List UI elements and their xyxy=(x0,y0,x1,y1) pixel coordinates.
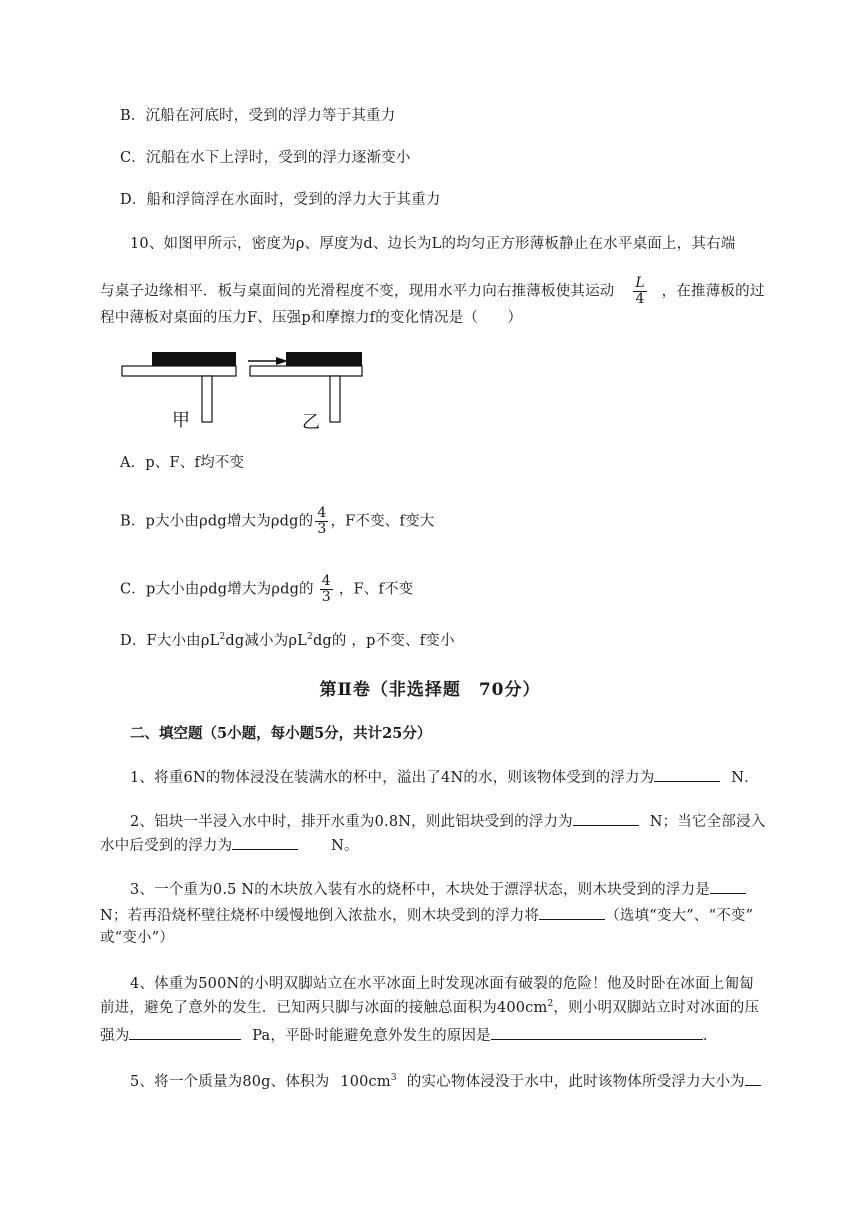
plate-left xyxy=(152,352,236,366)
q10-line2-text-b: ，在推薄板的过 xyxy=(661,283,765,300)
table-top-left xyxy=(122,366,236,376)
figure-label-left: 甲 xyxy=(172,410,190,431)
section-title: 第Ⅱ卷（非选择题 70分） xyxy=(319,680,541,700)
fill-q1 xyxy=(130,766,759,788)
fill-q1-blank[interactable] xyxy=(654,766,720,782)
option-c-prev: C．沉船在水下上浮时，受到的浮力逐渐变小 xyxy=(120,150,411,166)
fill-q3-blank1[interactable] xyxy=(710,878,746,894)
fill-q5-text-a: 5、将一个质量为80g、体积为 xyxy=(130,1074,330,1090)
fill-q2-text-b: N；当它全部浸入 xyxy=(649,814,766,830)
option-b-prev: B．沉船在河底时，受到的浮力等于其重力 xyxy=(120,108,396,124)
figure-label-right: 乙 xyxy=(302,412,320,433)
q10-option-c-pre: C．p大小由ρdg增大为ρdg的 xyxy=(120,581,314,598)
q10-fraction xyxy=(633,276,647,307)
q10-figure xyxy=(116,346,366,436)
fill-q3-text-a: 3、一个重为0.5 N的木块放入装有水的烧杯中，木块处于漂浮状态，则木块受到的浮力是 xyxy=(130,882,710,898)
fill-q5-blank[interactable] xyxy=(745,1070,761,1086)
q10-line2-text-a: 与桌子边缘相平．板与桌面间的光滑程度不变，现用水平力向右推薄板使其运动 xyxy=(100,283,615,300)
fill-q1-text: 1、将重6N的物体浸没在装满水的杯中，溢出了4N的水，则该物体受到的浮力为 xyxy=(130,770,655,786)
plate-right xyxy=(286,352,362,366)
fill-q5-volume xyxy=(340,1074,396,1090)
q10-option-b xyxy=(120,506,434,537)
fill-q3-line2 xyxy=(100,904,753,926)
fill-q4-line2 xyxy=(100,998,759,1018)
q10-option-d-sup2: 2 xyxy=(307,632,313,643)
fill-q4-text-d: 强为 xyxy=(100,1028,130,1044)
q10-fraction-num: L xyxy=(635,275,645,291)
fill-q2-line1 xyxy=(130,810,765,832)
fill-q4-text-c: ，则小明双脚站立时对冰面的压 xyxy=(553,1000,760,1016)
fill-q4-sup: 2 xyxy=(547,999,554,1010)
q10-option-c-den: 3 xyxy=(321,589,331,605)
section-subtitle: 二、填空题（5小题，每小题5分，共计25分） xyxy=(130,725,432,742)
fill-q2-text-a: 2、铝块一半浸入水中时，排开水重为0.8N，则此铝块受到的浮力为 xyxy=(130,814,573,830)
q10-option-c-num: 4 xyxy=(321,573,331,589)
q10-option-c-post: ，F、f不变 xyxy=(338,581,414,598)
table-leg-right xyxy=(330,376,340,422)
q10-option-c-fraction xyxy=(320,574,333,605)
fill-q3-line3: 或“变小”） xyxy=(100,930,175,946)
fill-q5-volume-value: 100cm xyxy=(340,1074,391,1090)
table-leg-left xyxy=(202,376,212,422)
fill-q3-text-b: N；若再沿烧杯壁往烧杯中缓慢地倒入浓盐水，则木块受到的浮力将 xyxy=(100,908,540,924)
fill-q5-text-b: 的实心物体浸没于水中，此时该物体所受浮力大小为 xyxy=(406,1074,745,1090)
q10-option-b-post: ，F不变、f变大 xyxy=(330,513,435,530)
fill-q5-line1 xyxy=(130,1070,761,1092)
fill-q2-text-c: 水中后受到的浮力为 xyxy=(100,838,233,854)
fill-q4-blank1[interactable] xyxy=(129,1024,241,1040)
fill-q4-text-e: Pa，平卧时能避免意外发生的原因是 xyxy=(252,1028,491,1044)
fill-q4-blank2[interactable] xyxy=(491,1024,703,1040)
fill-q3-text-c: （选填“变大”、“不变” xyxy=(605,908,754,924)
q10-line1: 10、如图甲所示，密度为ρ、厚度为d、边长为L的均匀正方形薄板静止在水平桌面上，其右端 xyxy=(130,236,736,252)
fill-q2-blank2[interactable] xyxy=(232,834,298,850)
q10-fraction-den: 4 xyxy=(635,291,645,307)
fill-q2-line2 xyxy=(100,834,359,856)
fill-q4-line3 xyxy=(100,1024,708,1046)
fill-q1-unit: N． xyxy=(731,770,759,786)
q10-option-c xyxy=(120,574,414,605)
q10-line3: 程中薄板对桌面的压力F、压强p和摩擦力f的变化情况是（ ） xyxy=(100,310,523,326)
fill-q4-text-f: . xyxy=(702,1028,708,1044)
q10-option-d-c: dg的 ，p不变、f变小 xyxy=(312,633,455,649)
q10-option-b-pre: B．p大小由ρdg增大为ρdg的 xyxy=(120,513,314,530)
fill-q3-blank2[interactable] xyxy=(539,904,605,920)
q10-option-d-sup1: 2 xyxy=(219,632,226,643)
fill-q4-text-b: 前进，避免了意外的发生．已知两只脚与冰面的接触总面积为400cm xyxy=(100,1000,548,1016)
q10-option-b-num: 4 xyxy=(317,505,327,521)
q10-option-d xyxy=(120,631,455,651)
fill-q2-text-d: N。 xyxy=(331,838,359,854)
fill-q5-volume-sup: 3 xyxy=(390,1073,397,1084)
q10-option-a: A．p、F、f均不变 xyxy=(120,455,245,471)
q10-option-b-den: 3 xyxy=(317,521,327,537)
option-d-prev: D．船和浮筒浮在水面时，受到的浮力大于其重力 xyxy=(120,192,441,208)
q10-option-b-fraction xyxy=(315,506,328,537)
q10-option-d-a: D．F大小由ρL xyxy=(120,633,220,649)
fill-q3-line1 xyxy=(130,878,746,900)
fill-q4-line1: 4、体重为500N的小明双脚站立在水平冰面上时发现冰面有破裂的危险！他及时卧在冰面上匍匐 xyxy=(130,976,754,992)
table-top-right xyxy=(250,366,362,376)
q10-line2 xyxy=(100,276,765,307)
q10-option-d-b: dg减小为ρL xyxy=(225,633,308,649)
fill-q2-blank1[interactable] xyxy=(573,810,639,826)
